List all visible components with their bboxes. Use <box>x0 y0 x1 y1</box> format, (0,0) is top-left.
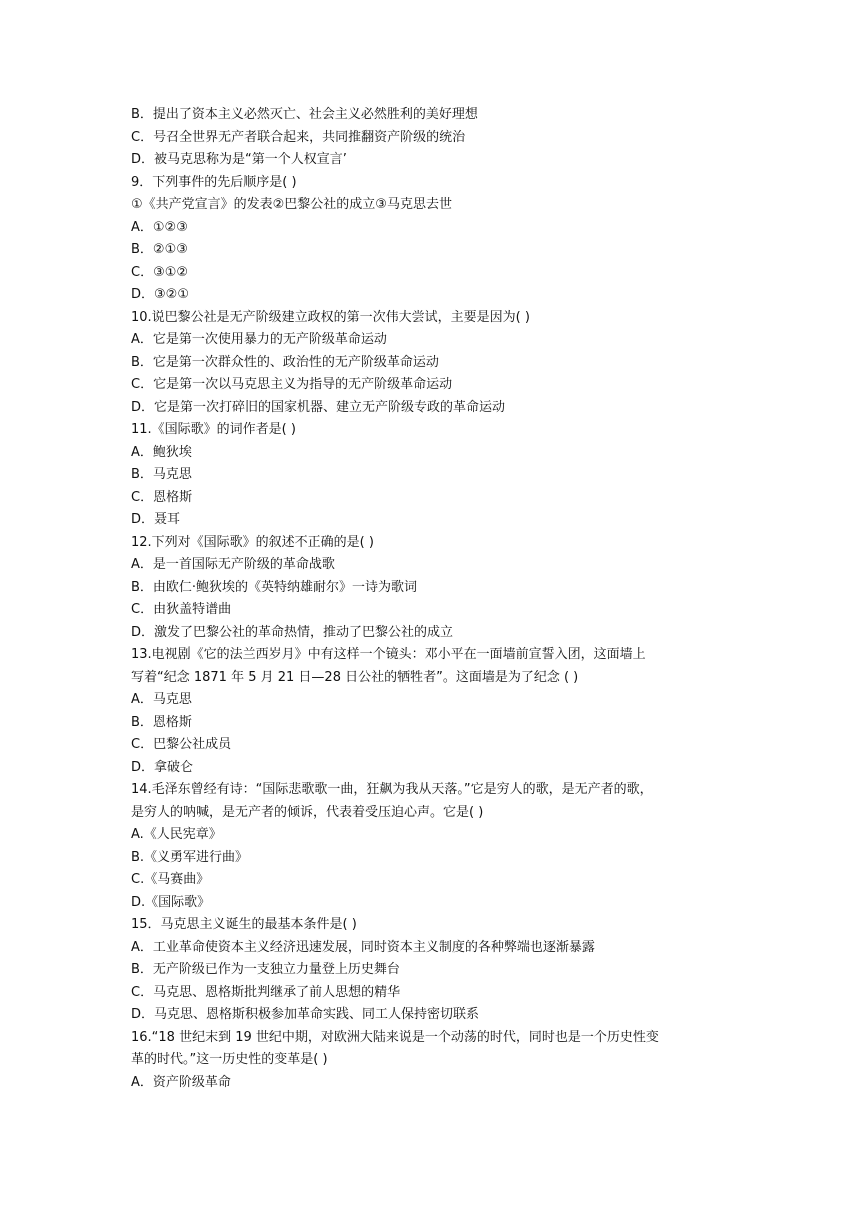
question-11-stem: 11.《国际歌》的词作者是( ) <box>131 422 296 437</box>
question-15-stem: 15．马克思主义诞生的最基本条件是( ) <box>131 917 357 932</box>
question-12-stem: 12.下列对《国际歌》的叙述不正确的是( ) <box>131 534 374 550</box>
option-line: A．鲍狄埃 <box>131 444 192 460</box>
question-9-stem: 9．下列事件的先后顺序是( ) <box>131 174 297 190</box>
option-line: A．工业革命使资本主义经济迅速发展，同时资本主义制度的各种弊端也逐渐暴露 <box>131 939 595 955</box>
option-line: D．聂耳 <box>131 512 181 527</box>
question-9-events: ①《共产党宣言》的发表②巴黎公社的成立③马克思去世 <box>131 197 452 212</box>
option-line: C.《马赛曲》 <box>131 872 210 887</box>
option-line: B．恩格斯 <box>131 714 192 730</box>
option-line: C．由狄盖特谱曲 <box>131 602 232 617</box>
option-line: D．③②① <box>131 287 189 302</box>
option-line: C．马克思、恩格斯批判继承了前人思想的精华 <box>131 984 401 1000</box>
option-line: C．巴黎公社成员 <box>131 737 232 752</box>
option-line: B．由欧仁·鲍狄埃的《英特纳雄耐尔》一诗为歌词 <box>131 579 418 595</box>
option-line: A．资产阶级革命 <box>131 1074 231 1090</box>
option-line: A．是一首国际无产阶级的革命战歌 <box>131 557 335 572</box>
option-line: C．它是第一次以马克思主义为指导的无产阶级革命运动 <box>131 377 453 392</box>
option-line: C．号召全世界无产者联合起来，共同推翻资产阶级的统治 <box>131 129 466 145</box>
question-10-stem: 10.说巴黎公社是无产阶级建立政权的第一次伟大尝试，主要是因为( ) <box>131 309 530 325</box>
option-line: A．马克思 <box>131 692 192 707</box>
option-line: A.《人民宪章》 <box>131 827 222 842</box>
option-line: A．它是第一次使用暴力的无产阶级革命运动 <box>131 332 387 347</box>
option-line: B．②①③ <box>131 242 188 257</box>
question-16-stem-cont: 革的时代。”这一历史性的变革是( ) <box>131 1052 328 1067</box>
option-line: D．拿破仑 <box>131 759 194 775</box>
option-line: D．激发了巴黎公社的革命热情，推动了巴黎公社的成立 <box>131 624 454 640</box>
option-line: B．无产阶级已作为一支独立力量登上历史舞台 <box>131 962 400 977</box>
option-line: D．它是第一次打碎旧的国家机器、建立无产阶级专政的革命运动 <box>131 399 506 415</box>
option-line: B．马克思 <box>131 467 192 482</box>
question-13-stem: 13.电视剧《它的法兰西岁月》中有这样一个镜头：邓小平在一面墙前宣誓入团，这面墙上 <box>131 647 646 662</box>
question-text-body <box>131 104 741 1094</box>
option-line: D．被马克思称为是“第一个人权宣言’ <box>131 152 347 167</box>
option-line: C．恩格斯 <box>131 489 193 505</box>
question-14-stem: 14.毛泽东曾经有诗：“国际悲歌歌一曲，狂飙为我从天落。”它是穷人的歌，是无产者的歌， <box>131 782 653 797</box>
option-line: A．①②③ <box>131 219 188 235</box>
question-16-stem: 16.“18 世纪末到 19 世纪中期，对欧洲大陆来说是一个动荡的时代，同时也是一个历史性变 <box>131 1029 659 1045</box>
option-line: B．它是第一次群众性的、政治性的无产阶级革命运动 <box>131 354 439 370</box>
option-line: B．提出了资本主义必然灭亡、社会主义必然胜利的美好理想 <box>131 107 478 122</box>
option-line: D．马克思、恩格斯积极参加革命实践、同工人保持密切联系 <box>131 1007 480 1022</box>
option-line: C．③①② <box>131 264 189 280</box>
option-line: B.《义勇军进行曲》 <box>131 849 249 865</box>
question-13-stem-cont: 写着“纪念 1871 年 5 月 21 日—28 日公社的牺牲者”。这面墙是为了纪念 ( ) <box>131 669 579 685</box>
option-line: D.《国际歌》 <box>131 894 211 910</box>
question-14-stem-cont: 是穷人的呐喊，是无产者的倾诉，代表着受压迫心声。它是( ) <box>131 804 484 820</box>
